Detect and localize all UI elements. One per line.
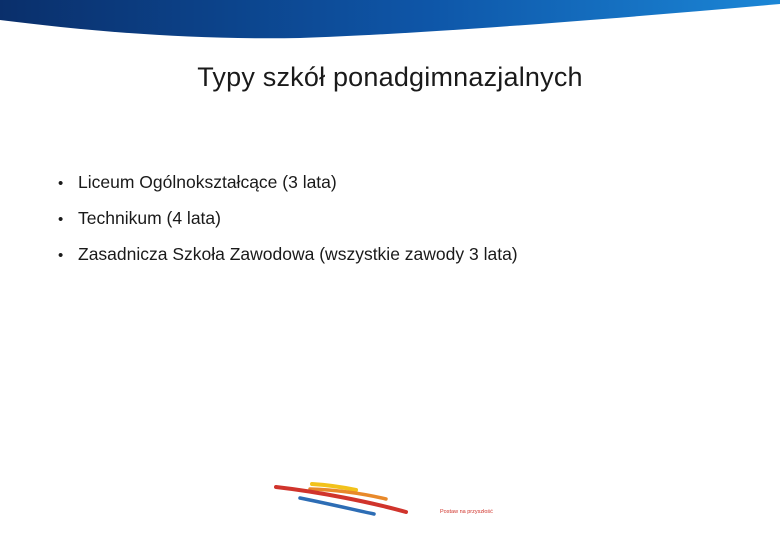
logo-caption: Postaw na przyszłość xyxy=(440,509,493,515)
list-item xyxy=(58,170,518,206)
bullet-list xyxy=(58,170,518,278)
bullet-text: Technikum (4 lata) xyxy=(78,208,221,228)
bullet-text: Zasadnicza Szkoła Zawodowa (wszystkie zawody 3 lata) xyxy=(78,244,518,264)
bullet-icon: • xyxy=(58,247,64,264)
bullet-icon: • xyxy=(58,211,64,228)
bullet-icon: • xyxy=(58,175,64,192)
list-item xyxy=(58,242,518,278)
list-item xyxy=(58,206,518,242)
slide-title: Typy szkół ponadgimnazjalnych xyxy=(197,62,583,92)
bullet-text: Liceum Ogólnokształcące (3 lata) xyxy=(78,172,337,192)
header-band xyxy=(0,0,780,40)
